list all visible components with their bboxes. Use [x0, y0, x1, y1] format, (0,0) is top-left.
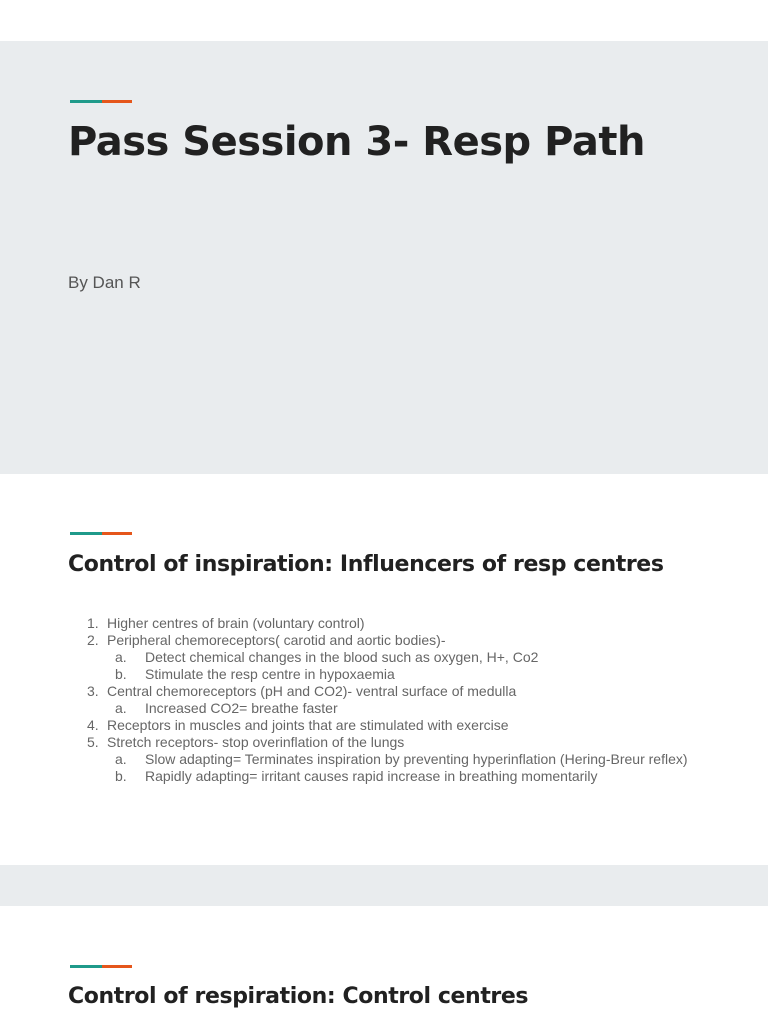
- list-item-text: Rapidly adapting= irritant causes rapid increase in breathing momentarily: [145, 768, 598, 784]
- list-marker: 1.: [87, 615, 99, 631]
- list-marker: a.: [115, 751, 127, 767]
- sub-list-item: [68, 666, 698, 683]
- list-item: [68, 734, 698, 751]
- list-item: [68, 632, 698, 649]
- list-item-text: Detect chemical changes in the blood such as oxygen, H+, Co2: [145, 649, 539, 665]
- list-item-text: Slow adapting= Terminates inspiration by preventing hyperinflation (Hering-Breur reflex): [145, 751, 688, 767]
- list-item-text: Higher centres of brain (voluntary control): [107, 615, 365, 631]
- sub-list-item: [68, 768, 698, 785]
- list-marker: a.: [115, 649, 127, 665]
- presentation-title: Pass Session 3- Resp Path: [68, 119, 645, 165]
- sub-list-item: [68, 700, 698, 717]
- accent-bar: [70, 100, 132, 103]
- influencers-list: [68, 615, 698, 785]
- title-slide: [0, 41, 768, 474]
- content-slide-control-centres: [0, 906, 768, 1024]
- list-item-text: Stimulate the resp centre in hypoxaemia: [145, 666, 395, 682]
- list-marker: 2.: [87, 632, 99, 648]
- sub-list-item: [68, 649, 698, 666]
- slide-heading: Control of respiration: Control centres: [68, 984, 529, 1009]
- accent-bar: [70, 532, 132, 535]
- list-marker: b.: [115, 666, 127, 682]
- sub-list-item: [68, 751, 698, 768]
- list-marker: 5.: [87, 734, 99, 750]
- author-line: By Dan R: [68, 273, 141, 292]
- list-item-text: Central chemoreceptors (pH and CO2)- ventral surface of medulla: [107, 683, 517, 699]
- list-marker: a.: [115, 700, 127, 716]
- top-margin: [0, 0, 768, 41]
- list-marker: 4.: [87, 717, 99, 733]
- list-marker: b.: [115, 768, 127, 784]
- list-item-text: Stretch receptors- stop overinflation of the lungs: [107, 734, 405, 750]
- accent-bar: [70, 965, 132, 968]
- list-item: [68, 683, 698, 700]
- list-marker: 3.: [87, 683, 99, 699]
- list-item: [68, 717, 698, 734]
- slide-heading: Control of inspiration: Influencers of resp centres: [68, 552, 664, 577]
- slide-separator: [0, 865, 768, 906]
- content-slide-inspiration: [0, 474, 768, 865]
- list-item-text: Increased CO2= breathe faster: [145, 700, 338, 716]
- list-item-text: Receptors in muscles and joints that are stimulated with exercise: [107, 717, 509, 733]
- list-item: [68, 615, 698, 632]
- list-item-text: Peripheral chemoreceptors( carotid and aortic bodies)-: [107, 632, 446, 648]
